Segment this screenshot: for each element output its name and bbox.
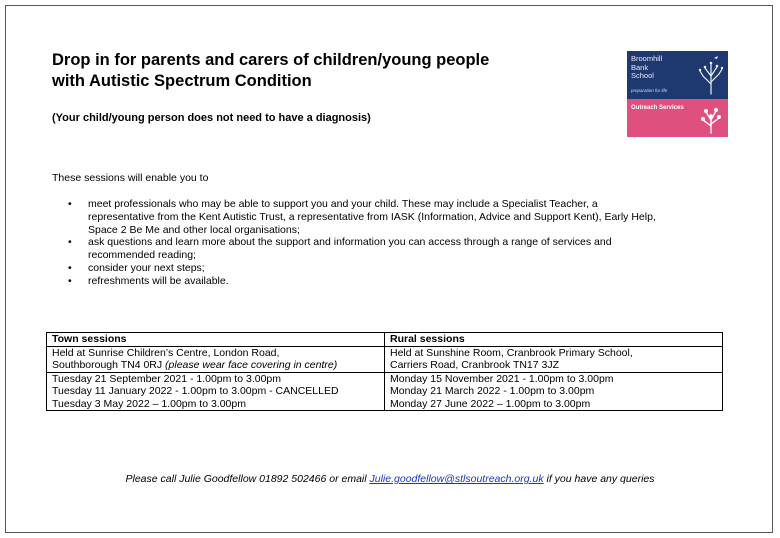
session-benefits-list bbox=[68, 198, 728, 288]
title-line-1: Drop in for parents and carers of children/young people bbox=[52, 51, 490, 69]
town-venue: Held at Sunrise Children’s Centre, London Road, Southborough TN4 0RJ (please wear face covering in centre) bbox=[47, 346, 385, 372]
table-row bbox=[47, 346, 723, 372]
sessions-table bbox=[46, 332, 723, 411]
flower-icon bbox=[697, 106, 725, 134]
town-dates: Tuesday 21 September 2021 - 1.00pm to 3.00pm Tuesday 11 January 2022 - 1.00pm to 3.00pm - CANCELLED Tuesday 3 May 2022 – 1.00pm to 3.00pm bbox=[47, 372, 385, 411]
tree-icon bbox=[697, 54, 725, 96]
table-row bbox=[47, 372, 723, 411]
intro-text: These sessions will enable you to bbox=[52, 172, 209, 184]
logo-top-panel bbox=[627, 51, 728, 99]
rural-venue: Held at Sunshine Room, Cranbrook Primary School, Carriers Road, Cranbrook TN17 3JZ bbox=[385, 346, 723, 372]
email-link[interactable]: Julie.goodfellow@stlsoutreach.org.uk bbox=[369, 473, 544, 485]
list-item: • consider your next steps; bbox=[68, 262, 728, 275]
table-header-row bbox=[47, 333, 723, 347]
contact-footer: Please call Julie Goodfellow 01892 502466 or email Julie.goodfellow@stlsoutreach.org.uk if you have any queries bbox=[125, 473, 655, 485]
logo-outreach-label: Outreach Services bbox=[631, 105, 684, 111]
school-logo bbox=[627, 51, 728, 137]
list-item: • ask questions and learn more about the support and information you can access through a range of services and recommended reading; bbox=[68, 236, 728, 262]
rural-dates: Monday 15 November 2021 - 1.00pm to 3.00pm Monday 21 March 2022 - 1.00pm to 3.00pm Monday 27 June 2022 – 1.00pm to 3.00pm bbox=[385, 372, 723, 411]
title-line-2: with Autistic Spectrum Condition bbox=[52, 72, 312, 90]
rural-sessions-header: Rural sessions bbox=[385, 333, 723, 347]
diagnosis-note: (Your child/young person does not need to have a diagnosis) bbox=[52, 112, 371, 124]
list-item: • meet professionals who may be able to support you and your child. These may include a Specialist Teacher, a representative from the Kent Autistic Trust, a representative from IASK (Information, Advice and Support Kent), Early Help, Space 2 Be Me and other local organisations; bbox=[68, 198, 728, 236]
list-item: • refreshments will be available. bbox=[68, 275, 728, 288]
logo-school-name: Broomhill Bank School bbox=[631, 54, 663, 80]
page-title bbox=[52, 50, 572, 92]
logo-tagline: preparation for life bbox=[631, 88, 668, 93]
town-sessions-header: Town sessions bbox=[47, 333, 385, 347]
face-covering-note: (please wear face covering in centre) bbox=[165, 359, 338, 371]
logo-bottom-panel bbox=[627, 99, 728, 137]
